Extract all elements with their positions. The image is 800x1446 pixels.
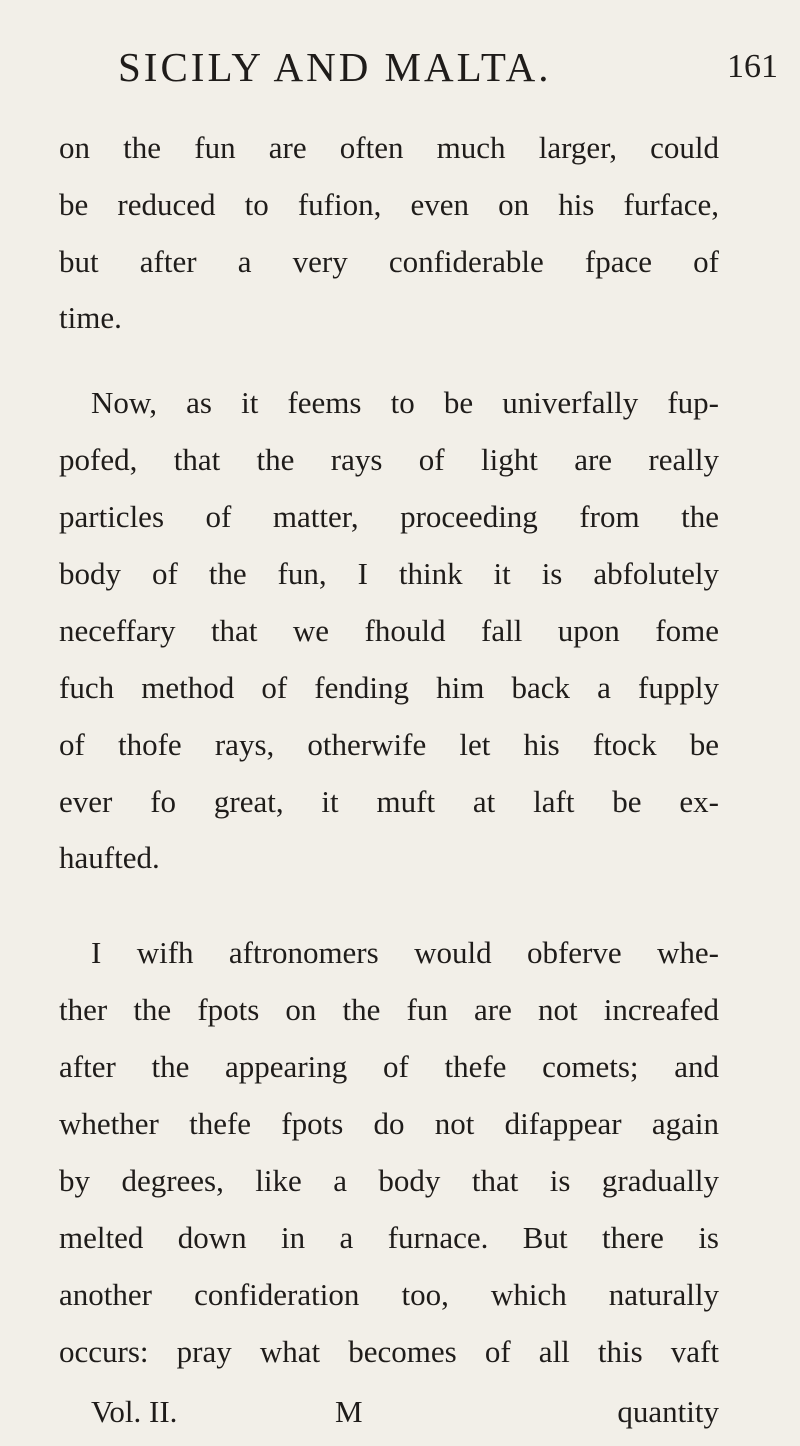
- text-line: whether thefe fpots do not difappear again: [59, 1106, 719, 1141]
- text-line: occurs: pray what becomes of all this vaft: [59, 1334, 719, 1369]
- running-title: SICILY AND MALTA.: [118, 44, 552, 90]
- text-line: another confideration too, which naturally: [59, 1277, 719, 1312]
- text-line: melted down in a furnace. But there is: [59, 1220, 719, 1255]
- text-line: body of the fun, I think it is abfolutely: [59, 556, 719, 591]
- text-line: neceffary that we fhould fall upon fome: [59, 613, 719, 648]
- text-line: haufted.: [59, 840, 160, 875]
- text-line: of thofe rays, otherwife let his ftock be: [59, 727, 719, 762]
- text-line: particles of matter, proceeding from the: [59, 499, 719, 534]
- volume-number: Vol. II.: [91, 1394, 178, 1429]
- running-head: [118, 42, 778, 92]
- text-line: I wifh aftronomers would obferve whe-: [91, 935, 719, 970]
- text-line: by degrees, like a body that is gradually: [59, 1163, 719, 1198]
- page-footer: [91, 1392, 719, 1432]
- text-line: on the fun are often much larger, could: [59, 130, 719, 165]
- signature-mark: M: [335, 1394, 363, 1429]
- text-line: ever fo great, it muft at laft be ex-: [59, 784, 719, 819]
- text-line: be reduced to fufion, even on his furface,: [59, 187, 719, 222]
- catchword: quantity: [617, 1394, 719, 1429]
- text-line: after the appearing of thefe comets; and: [59, 1049, 719, 1084]
- text-line: pofed, that the rays of light are really: [59, 442, 719, 477]
- text-line: ther the fpots on the fun are not increafed: [59, 992, 719, 1027]
- text-line: fuch method of fending him back a fupply: [59, 670, 719, 705]
- page-number: 161: [727, 48, 778, 85]
- text-line: Now, as it feems to be univerfally fup-: [91, 385, 719, 420]
- text-line: but after a very confiderable fpace of: [59, 244, 719, 279]
- text-line: time.: [59, 300, 122, 335]
